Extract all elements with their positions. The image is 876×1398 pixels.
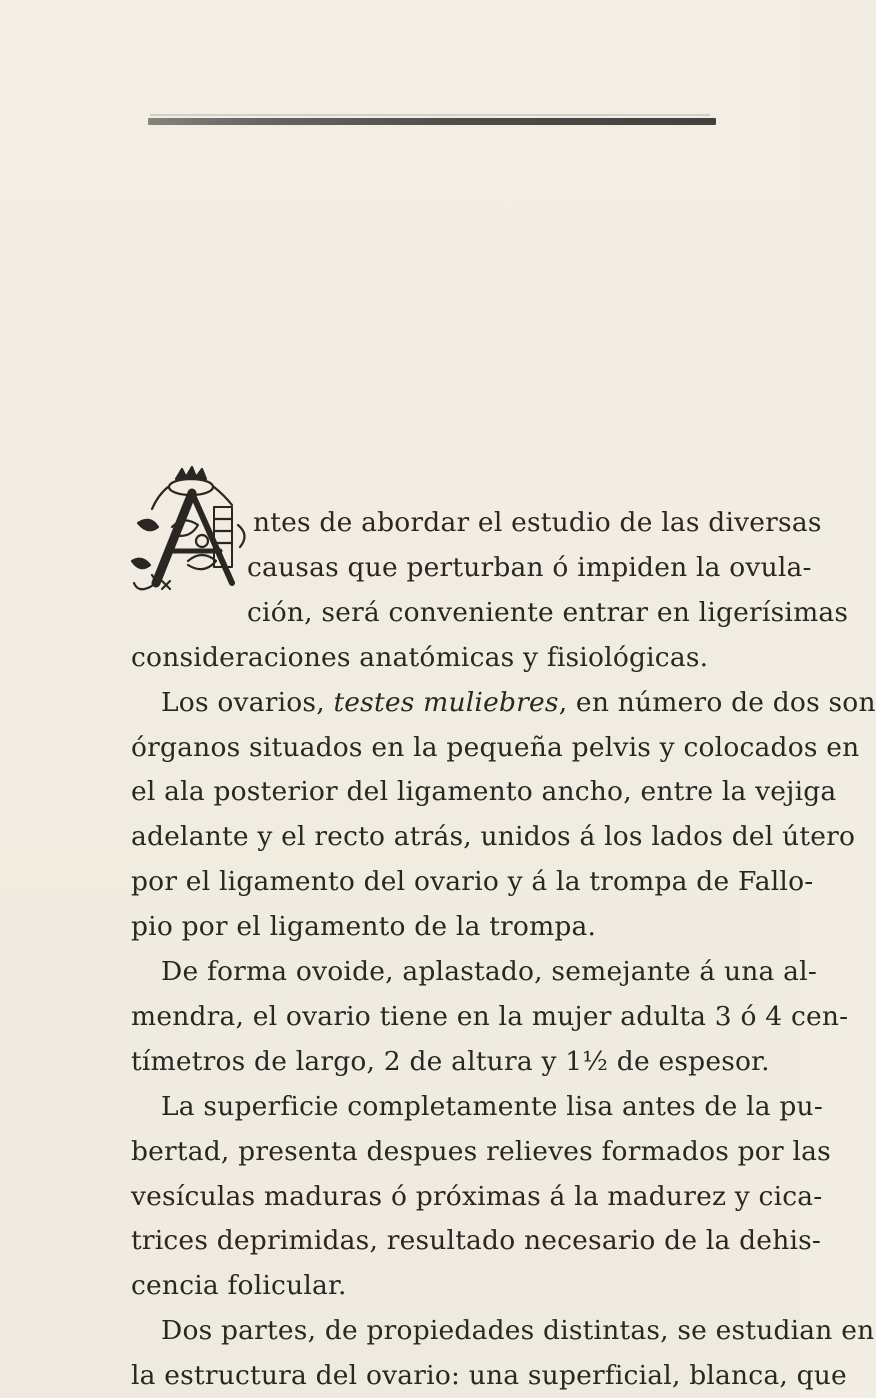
header-rule-thin: [150, 114, 710, 116]
text-line-18: cencia folicular.: [131, 1270, 347, 1302]
text-line-10: pio por el ligamento de la trompa.: [131, 911, 597, 943]
text-line-19: Dos partes, de propiedades distintas, se estudian en: [161, 1315, 875, 1347]
text-line-16: vesículas maduras ó próximas á la madurez y cica-: [131, 1180, 823, 1212]
text-line-20: la estructura del ovario: una superficial, blanca, que: [131, 1360, 847, 1392]
text-line-9: por el ligamento del ovario y á la trompa de Fallo-: [131, 866, 814, 898]
text-line-5: [161, 687, 876, 719]
text-line-14: La superficie completamente lisa antes de la pu-: [161, 1090, 823, 1122]
text-line-15: bertad, presenta despues relieves formados por las: [131, 1135, 831, 1167]
text-line-4: consideraciones anatómicas y fisiológicas.: [131, 641, 709, 673]
text-line-2: causas que perturban ó impiden la ovula-: [247, 551, 812, 583]
header-rule: [148, 118, 716, 125]
text-line-5-italic: testes muliebres: [333, 686, 559, 718]
text-line-12: mendra, el ovario tiene en la mujer adulta 3 ó 4 cen-: [131, 1000, 849, 1032]
text-line-5-pre: Los ovarios,: [161, 686, 334, 718]
text-line-1: ntes de abordar el estudio de las diversas: [253, 507, 822, 538]
ornamental-initial-image: [128, 465, 254, 595]
text-line-6: órganos situados en la pequeña pelvis y colocados en: [131, 731, 860, 763]
text-line-11: De forma ovoide, aplastado, semejante á una al-: [161, 956, 817, 987]
text-line-13: tímetros de largo, 2 de altura y 1½ de espesor.: [131, 1045, 770, 1077]
text-line-3: ción, será conveniente entrar en ligerísimas: [247, 596, 849, 628]
text-line-5-post: , en número de dos son: [558, 686, 876, 718]
text-line-8: adelante y el recto atrás, unidos á los lados del útero: [131, 821, 856, 853]
text-line-7: el ala posterior del ligamento ancho, entre la vejiga: [131, 776, 837, 808]
text-line-17: trices deprimidas, resultado necesario de la dehis-: [131, 1225, 822, 1257]
